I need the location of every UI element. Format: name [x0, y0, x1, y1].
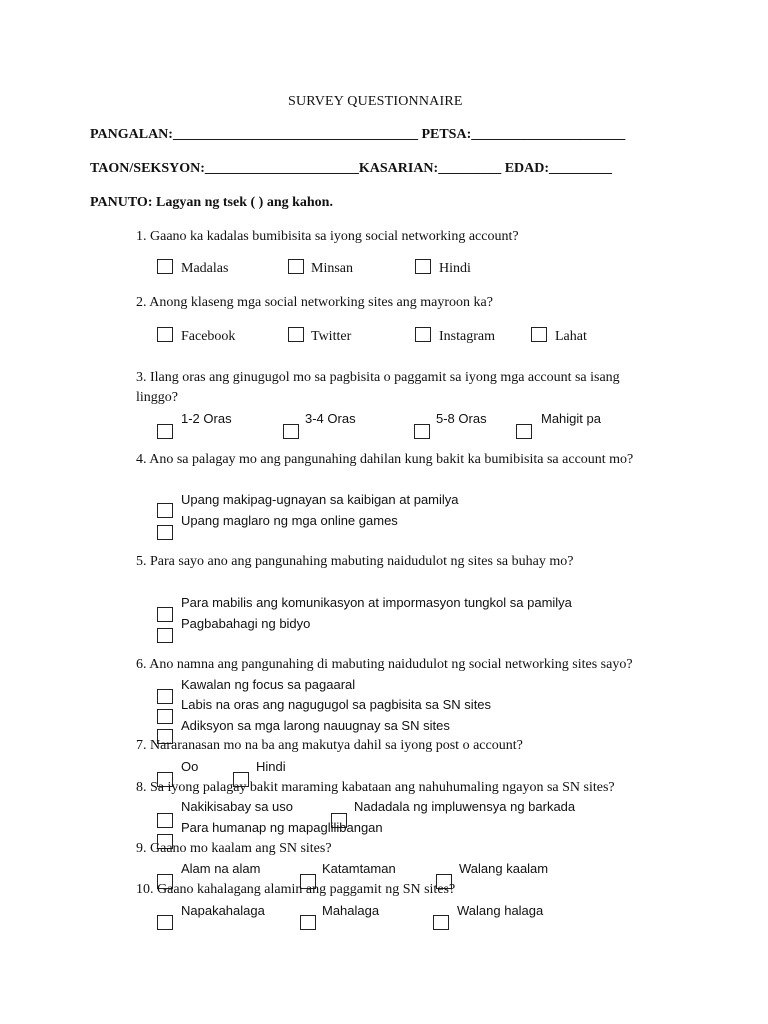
option-mahalaga: Mahalaga [322, 903, 380, 918]
option-madalas: Madalas [181, 261, 229, 276]
question-2: 2. Anong klaseng mga social networking sites ang mayroon ka? [136, 295, 493, 310]
option-walang-halaga: Walang halaga [457, 903, 544, 918]
option-nakikisabay: Nakikisabay sa uso [181, 799, 293, 814]
checkbox-labis-na-oras[interactable] [157, 709, 173, 724]
survey-title: SURVEY QUESTIONNAIRE [288, 94, 463, 109]
option-minsan: Minsan [311, 261, 353, 276]
option-barkada: Nadadala ng impluwensya ng barkada [354, 799, 576, 814]
checkbox-twitter[interactable] [288, 327, 304, 342]
checkbox-madalas[interactable] [157, 259, 173, 274]
checkbox-makipag-ugnayan[interactable] [157, 503, 173, 518]
option-mahigit-pa: Mahigit pa [541, 411, 601, 426]
checkbox-facebook[interactable] [157, 327, 173, 342]
question-7: 7. Nararanasan mo na ba ang makutya dahil sa iyong post o account? [136, 738, 523, 753]
option-maglaro: Upang maglaro ng mga online games [181, 513, 398, 528]
option-3-4-oras: 3-4 Oras [305, 411, 356, 426]
checkbox-mahigit-pa[interactable] [516, 424, 532, 439]
option-komunikasyon: Para mabilis ang komunikasyon at impormasyon tungkol sa pamilya [181, 595, 572, 610]
question-5: 5. Para sayo ano ang pangunahing mabuting naidudulot ng sites sa buhay mo? [136, 554, 574, 569]
option-walang-kaalam: Walang kaalam [459, 861, 549, 876]
question-9: 9. Gaano mo kaalam ang SN sites? [136, 841, 332, 856]
checkbox-komunikasyon[interactable] [157, 607, 173, 622]
question-6: 6. Ano namna ang pangunahing di mabuting naidudulot ng social networking sites sayo? [136, 657, 633, 672]
option-instagram: Instagram [439, 329, 495, 344]
checkbox-5-8-oras[interactable] [414, 424, 430, 439]
option-1-2-oras: 1-2 Oras [181, 411, 232, 426]
checkbox-maglaro[interactable] [157, 525, 173, 540]
option-lahat: Lahat [555, 329, 587, 344]
checkbox-nakikisabay[interactable] [157, 813, 173, 828]
question-8: 8. Sa iyong palagay bakit maraming kabataan ang nahuhumaling ngayon sa SN sites? [136, 780, 615, 795]
option-twitter: Twitter [311, 329, 352, 344]
option-facebook: Facebook [181, 329, 236, 344]
question-3: 3. Ilang oras ang ginugugol mo sa pagbisita o paggamit sa iyong mga account sa isang [136, 370, 620, 385]
checkbox-walang-halaga[interactable] [433, 915, 449, 930]
question-1: 1. Gaano ka kadalas bumibisita sa iyong social networking account? [136, 229, 519, 244]
checkbox-minsan[interactable] [288, 259, 304, 274]
instructions: PANUTO: Lagyan ng tsek ( ) ang kahon. [90, 195, 333, 210]
option-adiksyon: Adiksyon sa mga larong nauugnay sa SN sites [181, 718, 450, 733]
question-4: 4. Ano sa palagay mo ang pangunahing dahilan kung bakit ka bumibisita sa account mo? [136, 452, 634, 467]
option-5-8-oras: 5-8 Oras [436, 411, 487, 426]
checkbox-instagram[interactable] [415, 327, 431, 342]
option-bidyo: Pagbabahagi ng bidyo [181, 616, 311, 631]
option-katamtaman: Katamtaman [322, 861, 396, 876]
section-sex-age-fields[interactable]: TAON/SEKSYON:______________________KASARIAN:_________ EDAD:_________ [90, 161, 613, 176]
name-date-fields[interactable]: PANGALAN:___________________________________ PETSA:______________________ [90, 127, 626, 142]
option-hindi-q7: Hindi [256, 759, 286, 774]
checkbox-bidyo[interactable] [157, 628, 173, 643]
option-napakahalaga: Napakahalaga [181, 903, 265, 918]
checkbox-1-2-oras[interactable] [157, 424, 173, 439]
checkbox-lahat[interactable] [531, 327, 547, 342]
option-oo: Oo [181, 759, 199, 774]
checkbox-3-4-oras[interactable] [283, 424, 299, 439]
option-mapaglilibangan: Para humanap ng mapaglilibangan [181, 820, 383, 835]
option-hindi: Hindi [439, 261, 471, 276]
checkbox-napakahalaga[interactable] [157, 915, 173, 930]
checkbox-mahalaga[interactable] [300, 915, 316, 930]
option-alam-na-alam: Alam na alam [181, 861, 261, 876]
option-makipag-ugnayan: Upang makipag-ugnayan sa kaibigan at pamilya [181, 492, 459, 507]
option-labis-na-oras: Labis na oras ang nagugugol sa pagbisita sa SN sites [181, 697, 492, 712]
checkbox-kawalan-ng-focus[interactable] [157, 689, 173, 704]
option-kawalan-ng-focus: Kawalan ng focus sa pagaaral [181, 677, 356, 692]
question-10: 10. Gaano kahalagang alamin ang paggamit ng SN sites? [136, 882, 456, 897]
question-3-cont: linggo? [136, 390, 178, 405]
checkbox-hindi[interactable] [415, 259, 431, 274]
